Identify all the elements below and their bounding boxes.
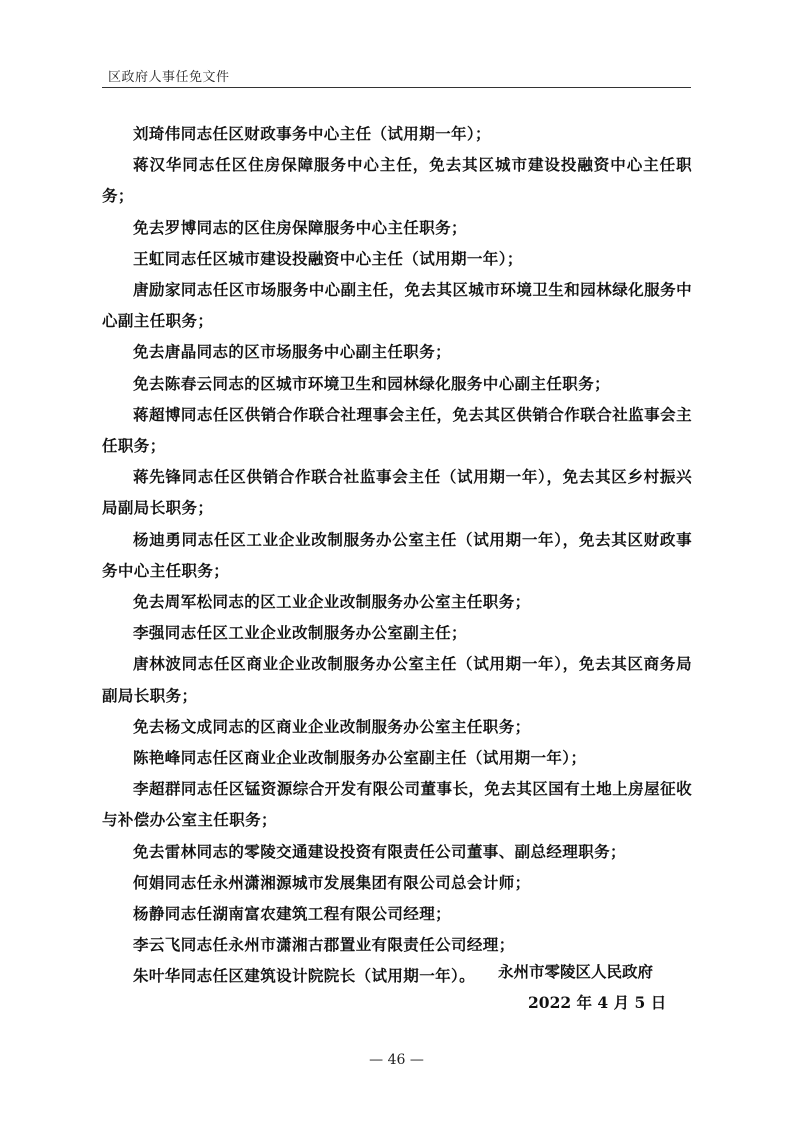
- issue-date: 2022 年 4 月 5 日: [528, 993, 667, 1012]
- signature-block: [498, 956, 666, 1018]
- appointment-paragraph: 杨迪勇同志任区工业企业改制服务办公室主任（试用期一年），免去其区财政事务中心主任职务；: [102, 529, 692, 580]
- appointment-paragraph: 蒋汉华同志任区住房保障服务中心主任，免去其区城市建设投融资中心主任职务；: [102, 155, 692, 206]
- appointment-paragraph: 刘琦伟同志任区财政事务中心主任（试用期一年）；: [133, 124, 491, 143]
- appointment-paragraph: 免去雷林同志的零陵交通建设投资有限责任公司董事、副总经理职务；: [133, 841, 626, 861]
- running-header-title: 区政府人事任免文件: [108, 70, 230, 85]
- appointment-paragraph: 蒋超博同志任区供销合作联合社理事会主任，免去其区供销合作联合社监事会主任职务；: [102, 404, 692, 456]
- appointment-paragraph: 免去陈春云同志的区城市环境卫生和园林绿化服务中心副主任职务；: [133, 373, 611, 393]
- issuing-organization: 永州市零陵区人民政府: [498, 962, 654, 981]
- appointment-paragraph: 免去周军松同志的区工业企业改制服务办公室主任职务；: [133, 592, 531, 612]
- header-divider: [102, 87, 691, 88]
- document-body: [102, 118, 692, 992]
- appointment-paragraph: 唐励家同志任区市场服务中心副主任，免去其区城市环境卫生和园林绿化服务中心副主任职务；: [102, 280, 692, 331]
- appointment-paragraph: 李超群同志任区锰资源综合开发有限公司董事长，免去其区国有土地上房屋征收与补偿办公室主任职务；: [102, 779, 692, 830]
- appointment-paragraph: 李强同志任区工业企业改制服务办公室副主任；: [133, 623, 467, 643]
- appointment-paragraph: 杨静同志任湖南富农建筑工程有限公司经理；: [133, 904, 452, 924]
- appointment-paragraph: 王虹同志任区城市建设投融资中心主任（试用期一年）；: [133, 248, 523, 268]
- appointment-paragraph: 李云飞同志任永州市潇湘古郡置业有限责任公司经理；: [133, 935, 515, 955]
- appointment-paragraph: 唐林波同志任区商业企业改制服务办公室主任（试用期一年），免去其区商务局副局长职务；: [102, 654, 692, 705]
- page-number: — 46 —: [369, 1052, 424, 1068]
- appointment-paragraph: 朱叶华同志任区建筑设计院院长（试用期一年）。: [133, 966, 476, 986]
- appointment-paragraph: 免去杨文成同志的区商业企业改制服务办公室主任职务；: [133, 716, 531, 736]
- appointment-paragraph: 蒋先锋同志任区供销合作联合社监事会主任（试用期一年），免去其区乡村振兴局副局长职务；: [102, 467, 692, 518]
- appointment-paragraph: 何娟同志任永州潇湘源城市发展集团有限公司总会计师；: [133, 872, 531, 892]
- appointment-paragraph: 免去罗博同志的区住房保障服务中心主任职务；: [133, 217, 467, 237]
- appointment-paragraph: 免去唐晶同志的区市场服务中心副主任职务；: [133, 342, 452, 362]
- appointment-paragraph: 陈艳峰同志任区商业企业改制服务办公室副主任（试用期一年）；: [133, 748, 587, 768]
